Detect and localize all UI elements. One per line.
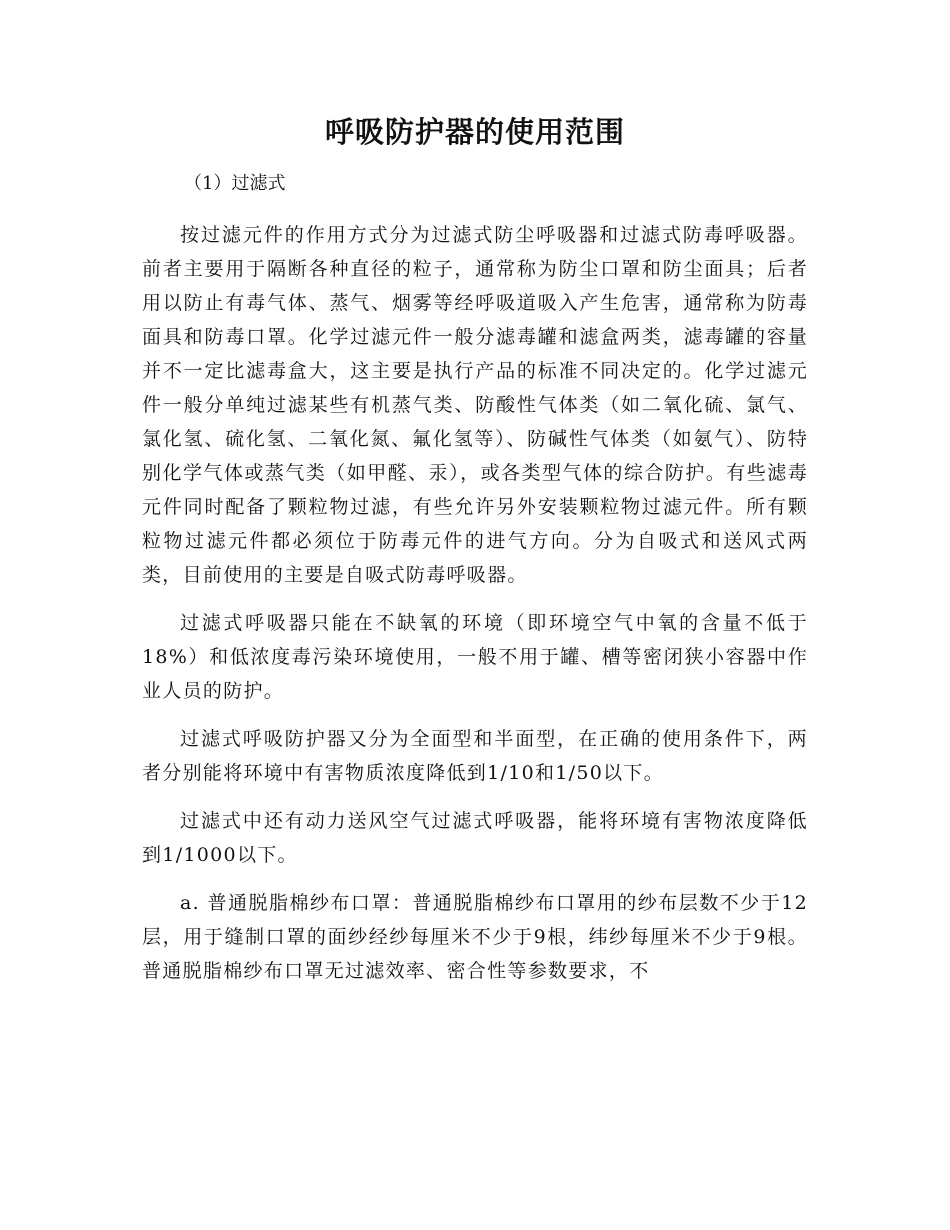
document-body bbox=[142, 218, 808, 1002]
document-title: 呼吸防护器的使用范围 bbox=[324, 115, 625, 149]
paragraph-2: 过滤式呼吸器只能在不缺氧的环境（即环境空气中氧的含量不低于18%）和低浓度毒污染环境使用，一般不用于罐、槽等密闭狭小容器中作业人员的防护。 bbox=[142, 612, 808, 702]
paragraph-4: 过滤式中还有动力送风空气过滤式呼吸器，能将环境有害物浓度降低到1/1000以下。 bbox=[142, 810, 808, 866]
paragraph-5: a. 普通脱脂棉纱布口罩：普通脱脂棉纱布口罩用的纱布层数不少于12层，用于缝制口罩的面纱经纱每厘米不少于9根，纬纱每厘米不少于9根。普通脱脂棉纱布口罩无过滤效率、密合性等参数要求，不 bbox=[142, 892, 808, 982]
paragraph-3: 过滤式呼吸防护器又分为全面型和半面型，在正确的使用条件下，两者分别能将环境中有害物质浓度降低到1/10和1/50以下。 bbox=[142, 728, 808, 784]
section-heading: （1）过滤式 bbox=[184, 173, 286, 194]
paragraph-1: 按过滤元件的作用方式分为过滤式防尘呼吸器和过滤式防毒呼吸器。前者主要用于隔断各种直径的粒子，通常称为防尘口罩和防尘面具；后者用以防止有毒气体、蒸气、烟雾等经呼吸道吸入产生危害，通常称为防毒面具和防毒口罩。化学过滤元件一般分滤毒罐和滤盒两类，滤毒罐的容量并不一定比滤毒盒大，这主要是执行产品的标准不同决定的。化学过滤元件一般分单纯过滤某些有机蒸气类、防酸性气体类（如二氧化硫、氯气、氯化氢、硫化氢、二氧化氮、氟化氢等）、防碱性气体类（如氨气）、防特别化学气体或蒸气类（如甲醛、汞），或各类型气体的综合防护。有些滤毒元件同时配备了颗粒物过滤，有些允许另外安装颗粒物过滤元件。所有颗粒物过滤元件都必须位于防毒元件的进气方向。分为自吸式和送风式两类，目前使用的主要是自吸式防毒呼吸器。 bbox=[142, 224, 808, 586]
